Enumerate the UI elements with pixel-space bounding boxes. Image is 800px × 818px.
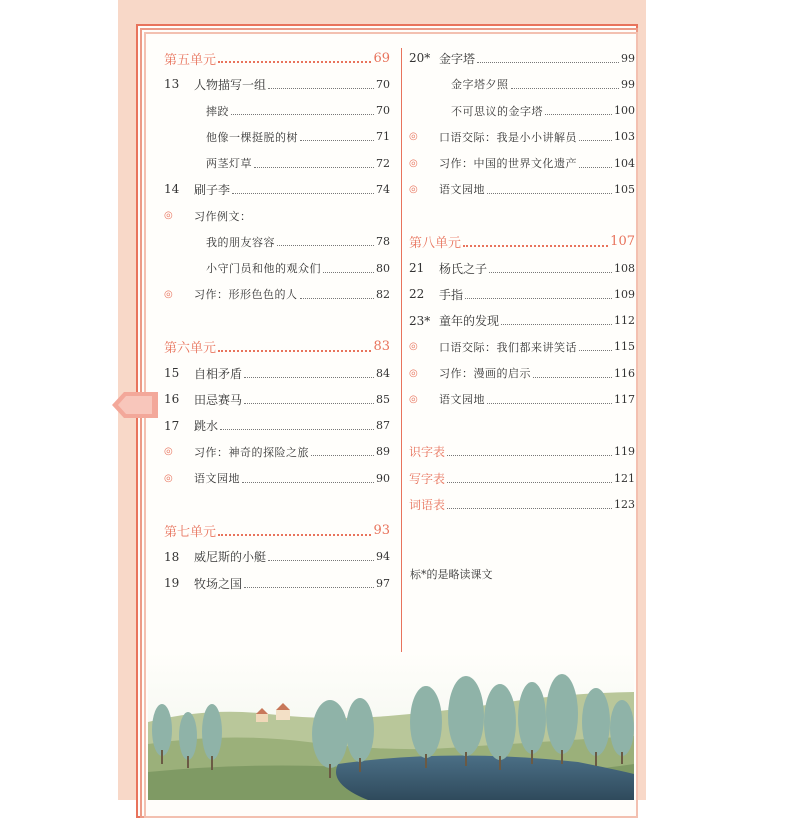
page-number: 116 [614,366,635,380]
leader-dots [447,482,612,483]
entry-title: 习作例文： [194,209,252,223]
leader-dots [447,508,612,509]
lesson-number: 22 [409,287,425,302]
leader-dots [218,350,371,352]
leader-dots [220,429,374,430]
leader-dots [511,88,620,89]
entry-title: 第八单元 [409,236,462,252]
leader-dots [244,587,374,588]
page-number: 123 [614,497,635,511]
page-number: 69 [373,50,390,66]
page-number: 72 [376,156,390,170]
page-number: 83 [373,339,390,355]
entry-title: 手指 [439,287,464,302]
toc-entry[interactable] [164,544,390,570]
lesson-number: 19 [164,576,180,590]
toc-entry[interactable] [164,439,390,465]
bullseye-icon: ◎ [164,446,173,458]
page-number: 100 [614,104,635,117]
landscape-illustration [148,652,634,800]
leader-dots [489,272,612,273]
skimming-lesson-note: 标*的是略读课文 [410,568,493,581]
toc-entry[interactable] [164,98,390,124]
leader-dots [487,403,612,404]
toc-entry[interactable] [409,255,635,281]
toc-entry[interactable] [164,413,390,439]
bullseye-icon: ◎ [409,367,418,379]
entry-title: 我的朋友容容 [206,235,275,249]
entry-title: 金字塔 [439,51,476,66]
toc-entry[interactable] [164,360,390,386]
entry-title: 口语交际：我们都来讲笑话 [439,340,577,354]
leader-dots [477,62,619,63]
leader-dots [579,167,612,168]
toc-entry[interactable] [409,386,635,412]
page-number: 103 [614,130,635,144]
entry-title: 杨氏之子 [439,261,488,276]
page-number: 119 [614,445,635,459]
lesson-number: 13 [164,77,180,92]
leader-dots [231,114,374,115]
bullseye-icon: ◎ [409,131,418,143]
entry-title: 第五单元 [164,52,217,68]
column-divider [401,48,402,660]
toc-entry[interactable] [164,281,390,307]
page-number: 99 [621,51,635,65]
toc-entry[interactable] [409,150,635,176]
entry-title: 摔跤 [206,104,229,118]
leader-dots [311,455,374,456]
page-number: 78 [376,235,390,249]
toc-entry[interactable] [409,124,635,150]
entry-title: 跳水 [194,419,219,433]
toc-entry[interactable] [164,71,390,97]
toc-entry[interactable] [409,360,635,386]
page-number: 99 [621,77,635,91]
lesson-number: 20* [409,51,431,65]
page-number: 115 [614,340,635,354]
page-number: 117 [614,392,635,406]
toc-entry[interactable] [409,281,635,307]
leader-dots [463,245,608,247]
entry-title: 小守门员和他的观众们 [206,262,321,275]
entry-title: 口语交际：我是小小讲解员 [439,130,577,144]
toc-entry[interactable] [164,229,390,255]
page-number: 105 [614,182,635,196]
entry-title: 童年的发现 [439,314,500,328]
entry-title: 习作：漫画的启示 [439,367,531,380]
unit-heading[interactable] [164,518,390,544]
toc-entry[interactable] [409,71,635,97]
page-number: 71 [376,130,390,144]
leader-dots [300,140,374,141]
appendix-entry[interactable] [409,465,635,491]
entry-title: 两茎灯草 [206,157,252,170]
entry-title: 第七单元 [164,525,217,540]
leader-dots [268,560,374,561]
lesson-number: 21 [409,261,425,275]
page-number: 121 [614,471,635,485]
leader-dots [254,167,374,168]
lesson-number: 18 [164,549,180,564]
page-number: 104 [614,156,635,170]
toc-entry[interactable] [164,255,390,281]
toc-entry[interactable] [409,45,635,71]
toc-entry[interactable] [164,465,390,491]
entry-title: 牧场之国 [194,576,243,591]
entry-title: 金字塔夕照 [451,78,509,92]
page-number: 85 [376,392,390,406]
page-number: 80 [376,261,390,275]
leader-dots [487,193,612,194]
page-number: 108 [614,261,635,275]
entry-title: 习作：神奇的探险之旅 [194,445,309,459]
bullseye-icon: ◎ [409,183,418,195]
unit-heading[interactable] [164,334,390,360]
leader-dots [218,534,371,536]
entry-title: 田忌赛马 [194,392,243,407]
leader-dots [268,88,374,89]
page-number: 107 [610,234,635,250]
lesson-number: 23* [409,313,431,328]
entry-title: 识字表 [409,445,446,460]
toc-entry[interactable] [164,203,390,229]
entry-title: 习作：形形色色的人 [194,288,298,302]
leader-dots [545,114,612,115]
entry-title: 语文园地 [194,472,240,485]
toc-entry[interactable] [164,124,390,150]
page-number: 70 [376,104,390,117]
bullseye-icon: ◎ [164,472,173,484]
appendix-entry[interactable] [409,491,635,517]
leader-dots [244,403,374,404]
lesson-number: 17 [164,418,180,433]
leader-dots [277,245,374,246]
toc-entry[interactable] [164,176,390,202]
page-number: 112 [614,314,635,327]
entry-title: 写字表 [409,471,446,486]
appendix-entry[interactable] [409,439,635,465]
leader-dots [533,377,612,378]
toc-entry[interactable] [164,570,390,596]
entry-title: 刷子李 [194,182,231,197]
leader-dots [300,298,375,299]
entry-title: 词语表 [409,497,446,512]
leader-dots [244,377,374,378]
bullseye-icon: ◎ [409,393,418,405]
lesson-number: 15 [164,366,180,380]
page-number: 93 [373,523,390,538]
entry-title: 语文园地 [439,183,485,197]
toc-entry[interactable] [409,308,635,334]
leader-dots [465,298,612,299]
lesson-number: 16 [164,392,180,407]
page-number: 94 [376,550,390,564]
page-number: 90 [376,471,390,485]
page-number: 70 [376,77,390,91]
lesson-number: 14 [164,182,180,197]
entry-title: 语文园地 [439,393,485,407]
bullseye-icon: ◎ [409,157,418,169]
toc-entry[interactable] [409,176,635,202]
leader-dots [218,61,371,63]
leader-dots [232,193,374,194]
leader-dots [579,140,612,141]
bullseye-icon: ◎ [164,210,173,221]
toc-entry[interactable] [409,98,635,124]
leader-dots [579,350,612,351]
entry-title: 自相矛盾 [194,366,243,381]
toc-entry[interactable] [164,386,390,412]
bullseye-icon: ◎ [409,341,418,353]
bookmark-ribbon-icon [112,392,158,418]
entry-title: 习作：中国的世界文化遗产 [439,157,577,170]
leader-dots [242,482,374,483]
unit-heading[interactable] [409,229,635,255]
entry-title: 人物描写一组 [194,77,267,92]
page-number: 82 [376,287,390,301]
entry-title: 第六单元 [164,341,217,357]
unit-heading[interactable] [164,45,390,71]
entry-title: 他像一棵挺脱的树 [206,130,298,144]
leader-dots [447,455,612,456]
entry-title: 威尼斯的小艇 [194,550,267,565]
toc-entry[interactable] [164,150,390,176]
page-number: 84 [376,366,390,380]
page-number: 109 [614,287,635,301]
leader-dots [501,324,612,325]
page-number: 89 [376,445,390,459]
page-number: 74 [376,182,390,196]
bullseye-icon: ◎ [164,288,173,300]
entry-title: 不可思议的金字塔 [451,104,543,118]
leader-dots [323,272,374,273]
toc-entry[interactable] [409,334,635,360]
page-number: 87 [376,419,390,432]
page-number: 97 [376,576,390,590]
